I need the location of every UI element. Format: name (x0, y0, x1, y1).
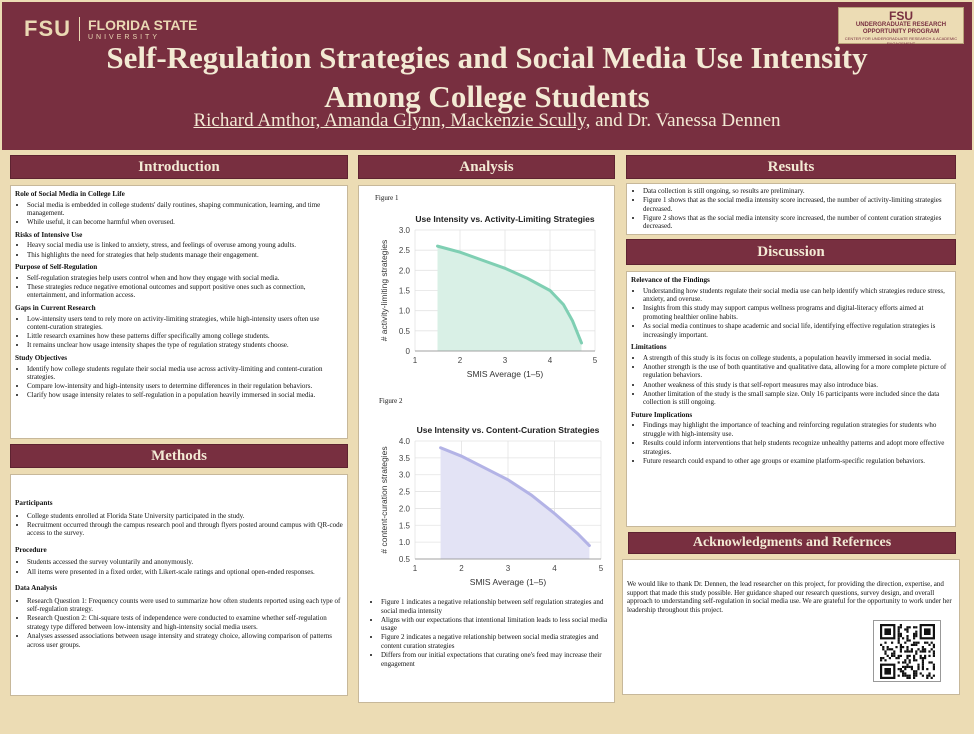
discussion-list (631, 354, 951, 407)
qr-finder-core (884, 668, 891, 675)
chart-title: Use Intensity vs. Activity-Limiting Strategies (415, 214, 595, 224)
qr-module (895, 646, 897, 648)
qr-module (906, 637, 908, 639)
methods-bullet: • Recruitment occurred through the campus research pool and through flyers posted around campus with QR-code access to the survey. (27, 521, 343, 538)
analysis-bullet: • Figure 1 indicates a negative relationship between self regulation strategies and social media intensity (381, 598, 613, 615)
qr-code[interactable] (873, 620, 941, 682)
results-bullet: • Figure 2 shows that as the social media intensity score increased, the number of content curation strategies decreased. (643, 214, 951, 231)
discussion-subheading: Future Implications (631, 410, 693, 419)
y-tick-label: 1.0 (398, 538, 410, 548)
y-axis-label: # activity-limiting strategies (379, 239, 389, 342)
intro-bullet: • Clarify how usage intensity relates to self-regulation in a population heavily immersed in social media. (27, 391, 343, 400)
urop-logo-mark: FSU (889, 9, 913, 23)
x-tick-label: 5 (598, 564, 604, 573)
qr-module (902, 675, 904, 677)
qr-module (917, 648, 919, 650)
series-area (438, 246, 582, 351)
x-axis-label: SMIS Average (1–5) (466, 369, 544, 379)
methods-subheading: Data Analysis (15, 584, 58, 593)
x-tick-label: 1 (412, 564, 418, 573)
methods-list (15, 512, 343, 538)
analysis-list (369, 598, 613, 668)
qr-module (891, 648, 893, 650)
discussion-bullet: • Another weakness of this study is that self-report measures may also introduce bias. (643, 381, 951, 390)
qr-module (904, 661, 906, 663)
qr-module (922, 664, 924, 666)
discussion-list (631, 287, 951, 340)
y-tick-label: 3.0 (398, 226, 410, 235)
x-tick-label: 2 (459, 564, 464, 573)
qr-module (900, 633, 902, 635)
qr-module (922, 659, 924, 661)
y-tick-label: 2.5 (398, 487, 410, 497)
qr-module (913, 655, 915, 657)
methods-bullet: • Students accessed the survey voluntarily and anonymously. (27, 558, 343, 567)
qr-module (922, 657, 924, 659)
qr-module (933, 668, 935, 670)
qr-module (906, 657, 908, 659)
qr-module (913, 670, 915, 672)
methods-heading: Methods (10, 444, 348, 468)
qr-module (898, 642, 900, 644)
urop-logo-line1: UNDERGRADUATE RESEARCH (855, 22, 947, 28)
qr-module (898, 657, 900, 659)
qr-module (906, 650, 908, 652)
intro-list (15, 241, 343, 259)
qr-module (900, 670, 902, 672)
chart-2 (359, 411, 614, 601)
discussion-bullet: • As social media continues to shape academic and social life, identifying effective regulation strategies is increasingly important. (643, 322, 951, 339)
logo-sub: UNIVERSITY (88, 33, 161, 41)
intro-bullet: • Little research examines how these patterns differ specifically among college students. (27, 332, 343, 341)
qr-module (893, 650, 895, 652)
qr-module (915, 672, 917, 674)
qr-module (898, 633, 900, 635)
qr-module (913, 677, 915, 679)
x-axis-label: SMIS Average (1–5) (469, 577, 547, 587)
qr-module (933, 675, 935, 677)
qr-module (909, 626, 911, 628)
y-tick-label: 4.0 (398, 437, 410, 446)
middle-column (358, 155, 615, 703)
qr-module (913, 675, 915, 677)
qr-module (911, 666, 913, 668)
qr-module (898, 639, 900, 641)
qr-module (924, 650, 926, 652)
qr-module (909, 661, 911, 663)
qr-module (887, 655, 889, 657)
qr-module (922, 648, 924, 650)
intro-subheading: Gaps in Current Research (15, 304, 96, 313)
qr-module (933, 644, 935, 646)
x-tick-label: 2 (457, 356, 463, 365)
qr-module (913, 637, 915, 639)
introduction-heading: Introduction (10, 155, 348, 179)
qr-module (920, 672, 922, 674)
qr-module (882, 646, 884, 648)
intro-subheading: Role of Social Media in College Life (15, 190, 125, 198)
acknowledgments-heading: Acknowledgments and Refernces (628, 532, 956, 554)
discussion-heading: Discussion (626, 239, 956, 265)
qr-module (880, 644, 882, 646)
intro-bullet: • This highlights the need for strategies that help students manage their engagement. (27, 251, 343, 260)
y-tick-label: 1.5 (398, 521, 410, 531)
right-column (626, 155, 956, 695)
urop-logo-line2: OPPORTUNITY PROGRAM (862, 29, 940, 35)
qr-module (900, 655, 902, 657)
qr-module (924, 648, 926, 650)
x-tick-label: 3 (502, 356, 508, 365)
qr-module (915, 675, 917, 677)
discussion-bullet: • Another limitation of the study is the small sample size. Only 16 participants were included since the data collection is still ongoing. (643, 390, 951, 407)
qr-module (909, 659, 911, 661)
discussion-bullet: • Another strength is the use of both quantitative and qualitative data, allowing for a more complete picture of regulation behaviors. (643, 363, 951, 380)
results-list (631, 187, 951, 231)
qr-module (924, 657, 926, 659)
x-tick-label: 4 (552, 564, 557, 573)
qr-module (922, 668, 924, 670)
logo-name: FLORIDA STATE (88, 16, 198, 33)
analysis-bullet: • Aligns with our expectations that intentional limitation leads to less social media usage (381, 616, 613, 633)
qr-module (904, 659, 906, 661)
qr-module (889, 648, 891, 650)
authors-rest: and Dr. Vanessa Dennen (590, 110, 781, 131)
qr-module (933, 653, 935, 655)
discussion-bullet: • Results could inform interventions that help students recognize unhealthy patterns and adopt more effective strategies. (643, 439, 951, 456)
qr-module (920, 655, 922, 657)
qr-module (900, 644, 902, 646)
qr-module (913, 626, 915, 628)
y-tick-label: 2.5 (398, 246, 410, 256)
discussion-bullet: • Insights from this study may support campus wellness programs and digital-literacy efforts aimed at promoting healthier online habits. (643, 304, 951, 321)
methods-bullet: • Research Question 2: Chi-square tests of independence were conducted to examine whether self-regulation strategy type differed between low-intensity and high-intensity social media users. (27, 614, 343, 631)
qr-module (911, 650, 913, 652)
qr-module (887, 646, 889, 648)
qr-module (904, 666, 906, 668)
qr-module (889, 657, 891, 659)
qr-module (906, 631, 908, 633)
qr-module (884, 650, 886, 652)
qr-module (898, 635, 900, 637)
qr-module (915, 631, 917, 633)
qr-module (906, 655, 908, 657)
qr-module (906, 626, 908, 628)
qr-finder-core (924, 628, 931, 635)
intro-subheading: Purpose of Self-Regulation (15, 263, 98, 272)
qr-module (909, 639, 911, 641)
qr-module (906, 666, 908, 668)
qr-module (906, 648, 908, 650)
qr-module (909, 677, 911, 679)
qr-module (882, 648, 884, 650)
qr-module (926, 675, 928, 677)
qr-module (911, 668, 913, 670)
acknowledgments-body (622, 559, 960, 695)
qr-module (906, 635, 908, 637)
qr-module (895, 657, 897, 659)
qr-module (924, 642, 926, 644)
authors-underlined: Richard Amthor, Amanda Glynn, Mackenzie Scully, (193, 110, 591, 131)
title-line-2: Among College Students (324, 79, 650, 114)
qr-module (928, 675, 930, 677)
qr-module (933, 646, 935, 648)
qr-module (913, 659, 915, 661)
qr-module (902, 672, 904, 674)
analysis-bullet: • Differs from our initial expectations that curating one's feed may increase their engagement (381, 651, 613, 668)
intro-list (15, 274, 343, 300)
methods-bullet: • All items were presented in a fixed order, with Likert-scale ratings and optional open-ended responses. (27, 568, 343, 577)
y-tick-label: 3.0 (398, 470, 410, 480)
qr-module (904, 675, 906, 677)
qr-module (913, 633, 915, 635)
qr-module (915, 644, 917, 646)
qr-module (900, 635, 902, 637)
y-tick-label: 0.5 (398, 326, 410, 336)
qr-module (933, 666, 935, 668)
qr-module (900, 646, 902, 648)
intro-bullet: • Self-regulation strategies help users control when and how they engage with social media. (27, 274, 343, 283)
qr-module (922, 666, 924, 668)
intro-bullet: • Compare low-intensity and high-intensity users to determine differences in their regulation behaviors. (27, 382, 343, 391)
qr-module (893, 655, 895, 657)
qr-module (917, 664, 919, 666)
intro-bullet: • These strategies reduce negative emotional outcomes and support positive ones such as connection, entertainment, and information access. (27, 283, 343, 300)
qr-module (928, 672, 930, 674)
qr-module (900, 650, 902, 652)
poster-authors (0, 110, 974, 132)
qr-module (917, 668, 919, 670)
chart-1 (359, 204, 614, 404)
qr-module (898, 637, 900, 639)
series-area (441, 448, 590, 559)
y-tick-label: 1.5 (398, 286, 410, 296)
qr-module (933, 655, 935, 657)
urop-logo-line3: CENTER FOR UNDERGRADUATE RESEARCH & ACADEMIC ENGAGEMENT (844, 36, 958, 46)
intro-bullet: • Low-intensity users tend to rely more on activity-limiting strategies, while high-intensity users often use content-curation strategies. (27, 315, 343, 332)
qr-module (884, 642, 886, 644)
results-bullet: • Data collection is still ongoing, so results are preliminary. (643, 187, 951, 196)
qr-module (900, 626, 902, 628)
y-tick-label: 3.5 (398, 453, 410, 463)
discussion-bullet: • A strength of this study is its focus on college students, a population heavily immersed in social media. (643, 354, 951, 363)
figure-2-label: Figure 2 (379, 397, 403, 405)
qr-module (920, 650, 922, 652)
y-tick-label: 2.0 (398, 266, 410, 276)
qr-module (928, 655, 930, 657)
qr-module (915, 626, 917, 628)
x-tick-label: 3 (505, 564, 511, 573)
qr-module (898, 628, 900, 630)
qr-module (902, 646, 904, 648)
qr-module (933, 650, 935, 652)
qr-module (906, 628, 908, 630)
intro-bullet: • Social media is embedded in college students' daily routines, shaping communication, learning, and time management. (27, 201, 343, 218)
introduction-body (10, 185, 348, 439)
qr-module (926, 677, 928, 679)
qr-module (898, 675, 900, 677)
methods-list (15, 558, 343, 576)
qr-module (880, 657, 882, 659)
qr-module (920, 657, 922, 659)
qr-module (902, 666, 904, 668)
qr-module (915, 642, 917, 644)
qr-module (913, 635, 915, 637)
discussion-bullet: • Understanding how students regulate their social media use can help identify which strategies reduce stress, anxiety, and overuse. (643, 287, 951, 304)
methods-list (15, 597, 343, 650)
qr-module (913, 644, 915, 646)
qr-module (904, 642, 906, 644)
qr-module (884, 659, 886, 661)
intro-list (15, 315, 343, 350)
qr-module (904, 668, 906, 670)
qr-module (911, 648, 913, 650)
qr-module (906, 675, 908, 677)
qr-module (893, 653, 895, 655)
poster-title (0, 38, 974, 116)
qr-module (891, 642, 893, 644)
qr-finder-core (884, 628, 891, 635)
qr-module (880, 659, 882, 661)
methods-subheading: Procedure (15, 545, 47, 554)
qr-module (915, 633, 917, 635)
qr-module (906, 664, 908, 666)
qr-module (900, 624, 902, 626)
analysis-bullets (363, 598, 613, 669)
figure-1-label: Figure 1 (375, 194, 399, 202)
qr-module (906, 677, 908, 679)
intro-list (15, 365, 343, 400)
qr-module (928, 644, 930, 646)
qr-module (904, 628, 906, 630)
qr-module (884, 653, 886, 655)
y-axis-label: # content-curation strategies (379, 446, 389, 554)
intro-bullet: • While useful, it can become harmful when overused. (27, 218, 343, 227)
qr-module (904, 650, 906, 652)
intro-list (15, 201, 343, 227)
qr-module (931, 648, 933, 650)
qr-module (902, 637, 904, 639)
analysis-heading: Analysis (358, 155, 615, 179)
qr-module (931, 642, 933, 644)
intro-bullet: • Heavy social media use is linked to anxiety, stress, and feelings of overuse among young adults. (27, 241, 343, 250)
qr-code-icon (874, 621, 940, 681)
discussion-bullet: • Future research could expand to other age groups or examine platform-specific regulation behaviors. (643, 457, 951, 466)
x-tick-label: 1 (412, 356, 418, 365)
qr-module (906, 639, 908, 641)
x-tick-label: 4 (547, 356, 553, 365)
discussion-subheading: Limitations (631, 343, 667, 352)
qr-module (915, 653, 917, 655)
qr-module (898, 655, 900, 657)
qr-module (917, 642, 919, 644)
results-bullet: • Figure 1 shows that as the social media intensity score increased, the number of activity-limiting strategies decreased. (643, 196, 951, 213)
left-column (10, 155, 348, 696)
acknowledgments-text: We would like to thank Dr. Dennen, the lead researcher on this project, for providing the direction, expertise, and support that made this study possible. Her guidance shaped our research questions, survey design, and overall approach to understanding self-regulation in social media use. We are grateful for the opportunity to work under her leadership throughout this project. (627, 580, 952, 614)
intro-bullet: • Identify how college students regulate their social media use across activity-limiting and content-curation strategies. (27, 365, 343, 382)
qr-module (931, 677, 933, 679)
qr-module (909, 675, 911, 677)
qr-module (922, 661, 924, 663)
qr-module (882, 657, 884, 659)
qr-module (915, 635, 917, 637)
analysis-body (358, 185, 615, 703)
methods-bullet: • Analyses assessed associations between usage intensity and strategy choice, allowing comparison of patterns across user groups. (27, 632, 343, 649)
qr-module (909, 666, 911, 668)
qr-module (931, 661, 933, 663)
discussion-list (631, 421, 951, 465)
qr-module (926, 642, 928, 644)
qr-module (915, 650, 917, 652)
qr-module (902, 670, 904, 672)
qr-module (915, 659, 917, 661)
qr-module (917, 666, 919, 668)
qr-module (911, 644, 913, 646)
y-tick-label: 0 (405, 347, 410, 356)
methods-bullet: • College students enrolled at Florida State University participated in the study. (27, 512, 343, 521)
qr-module (898, 661, 900, 663)
qr-module (922, 646, 924, 648)
intro-subheading: Risks of Intensive Use (15, 230, 83, 239)
qr-module (898, 631, 900, 633)
intro-bullet: • It remains unclear how usage intensity shapes the type of regulation strategy students choose. (27, 341, 343, 350)
methods-subheading: Participants (15, 499, 53, 507)
qr-module (928, 661, 930, 663)
x-tick-label: 5 (592, 356, 598, 365)
qr-module (900, 648, 902, 650)
qr-module (915, 670, 917, 672)
discussion-subheading: Relevance of the Findings (631, 276, 710, 284)
results-body (626, 183, 956, 235)
intro-subheading: Study Objectives (15, 354, 68, 362)
discussion-body (626, 271, 956, 527)
qr-module (933, 664, 935, 666)
results-heading: Results (626, 155, 956, 179)
qr-module (891, 655, 893, 657)
title-line-1: Self-Regulation Strategies and Social Media Use Intensity (106, 40, 868, 75)
qr-module (904, 672, 906, 674)
discussion-bullet: • Findings may highlight the importance of teaching and reinforcing regulation strategies for students who struggle with high-intensity use. (643, 421, 951, 438)
y-tick-label: 2.0 (398, 504, 410, 514)
y-tick-label: 1.0 (398, 306, 410, 316)
qr-module (887, 648, 889, 650)
qr-module (926, 668, 928, 670)
qr-module (906, 646, 908, 648)
y-tick-label: 0.5 (398, 555, 410, 564)
chart-title: Use Intensity vs. Content-Curation Strategies (416, 425, 600, 435)
qr-module (898, 626, 900, 628)
qr-module (898, 668, 900, 670)
qr-module (922, 675, 924, 677)
methods-bullet: • Research Question 1: Frequency counts were used to summarize how often students reported using each type of self-regulation strategy. (27, 597, 343, 614)
qr-module (900, 668, 902, 670)
qr-module (924, 655, 926, 657)
fsu-logo-mark: FSU (24, 16, 71, 41)
qr-module (913, 672, 915, 674)
qr-module (891, 653, 893, 655)
qr-module (909, 655, 911, 657)
analysis-bullet: • Figure 2 indicates a negative relationship between social media strategies and content curation strategies (381, 633, 613, 650)
qr-module (928, 650, 930, 652)
qr-module (902, 661, 904, 663)
qr-module (913, 642, 915, 644)
qr-module (913, 657, 915, 659)
qr-module (922, 650, 924, 652)
qr-module (909, 650, 911, 652)
methods-body (10, 474, 348, 696)
